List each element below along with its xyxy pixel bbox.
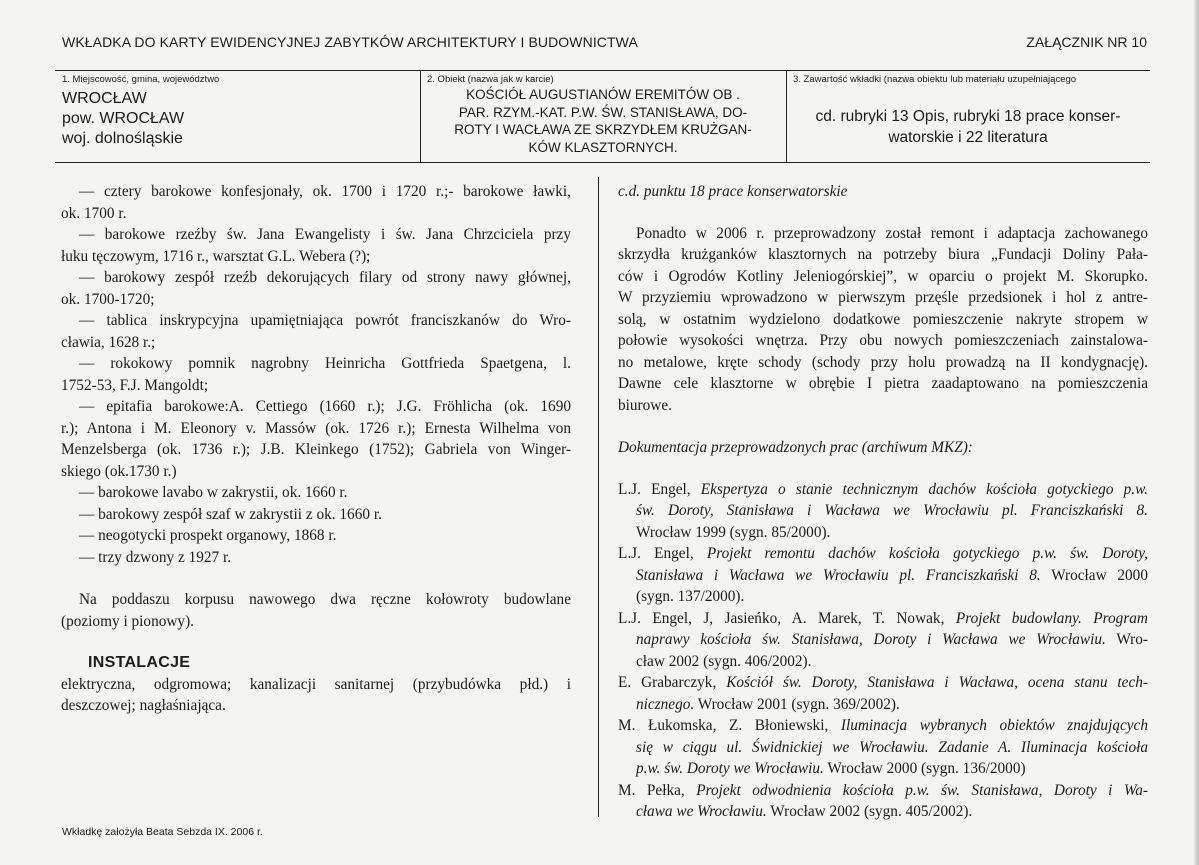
section-heading: c.d. punktu 18 prace konserwatorskie bbox=[618, 183, 848, 200]
column-divider bbox=[598, 177, 599, 817]
installations-text: elektryczna, odgromowa; kanalizacji sanitarnej (przybudówka płd.) i bbox=[61, 675, 571, 693]
documentation-heading: Dokumentacja przeprowadzonych prac (archiwum MKZ): bbox=[618, 439, 973, 456]
paragraph-line: Dawne cele klasztorne w obrębie I pietra zaadaptowano na pomieszczenia bbox=[618, 375, 1148, 392]
location-county: pow. WROCŁAW bbox=[62, 110, 185, 127]
object-line: PAR. RZYM.-KAT. P.W. ŚW. STANISŁAWA, DO- bbox=[458, 104, 748, 120]
text-line: — barokowe rzeźby św. Jana Ewangelisty i św. Jana Chrzciciela przy bbox=[79, 226, 571, 243]
text-line: — barokowy zespół szaf w zakrystii z ok. 1660 r. bbox=[79, 505, 382, 523]
reference-entry: L.J. Engel, J, Jasieńko, A. Marek, T. Nowak, Projekt budowlany. Program naprawy kościoła św. Stanisława, Doroty i Wacława we Wrocławiu. Wro- cław 2002 (sygn. 406/2002). bbox=[618, 609, 1148, 670]
paragraph-line: skrzydła krużganków klasztornych na potrzeby biura „Fundacji Doliny Pała- bbox=[618, 246, 1148, 263]
footer-note: Wkładkę założyła Beata Sebzda IX. 2006 r. bbox=[62, 826, 263, 838]
paragraph-line: solą, w ostatnim wydzielono dodatkowe pomieszczenie nakryte stropem w bbox=[618, 310, 1148, 328]
reference-entry: E. Grabarczyk, Kościół św. Doroty, Stanisława i Wacława, ocena stanu tech- nicznego. Wrocław 2001 (sygn. 369/2002). bbox=[618, 674, 1148, 713]
reference-entry: L.J. Engel, Ekspertyza o stanie technicznym dachów kościoła gotyckiego p.w. św. Doroty, Stanisława i Wacława we Wrocławiu pl. Franciszkański 8. Wrocław 1999 (sygn. 85/2000). bbox=[618, 480, 1148, 541]
text-line: — trzy dzwony z 1927 r. bbox=[79, 548, 232, 566]
text-line: — rokokowy pomnik nagrobny Heinricha Gottfrieda Spaetgena, l. bbox=[79, 355, 571, 372]
content-line: cd. rubryki 13 Opis, rubryki 18 prace konser- bbox=[815, 108, 1121, 125]
header-top-rule bbox=[55, 70, 1150, 71]
text-line: skiego (ok.1730 r.) bbox=[61, 462, 177, 480]
text-line: — tablica inskrypcyjna upamiętniająca powrót franciszkanów do Wro- bbox=[79, 312, 571, 329]
location-city: WROCŁAW bbox=[62, 90, 147, 107]
scan-edge bbox=[1194, 0, 1199, 865]
object-line: ROTY I WACŁAWA ZE SKRZYDŁEM KRUŻGAN- bbox=[454, 122, 752, 137]
reference-entry: M. Łukomska, Z. Błoniewski, Iluminacja wybranych obiektów znajdujących się w ciągu ul. Świdnickiej we Wrocławiu. Zadanie A. Iluminacja kościoła p.w. św. Doroty we Wrocławiu. Wrocław 2000 (sygn. 136/2000) bbox=[618, 717, 1148, 777]
text-line: ok. 1700-1720; bbox=[61, 290, 155, 308]
cell-divider-1 bbox=[420, 70, 421, 162]
left-column bbox=[61, 181, 571, 717]
paragraph-line: biurowe. bbox=[618, 396, 672, 414]
attachment-number: ZAŁĄCZNIK NR 10 bbox=[1026, 34, 1147, 50]
attic-text: Na poddaszu korpusu nawowego dwa ręczne kołowroty budowlane bbox=[79, 591, 571, 608]
paragraph-line: Ponadto w 2006 r. przeprowadzony został remont i adaptacja zachowanego bbox=[636, 224, 1148, 242]
text-line: — neogotycki prospekt organowy, 1868 r. bbox=[79, 527, 337, 544]
paragraph-line: ców i Ogrodów Kotliny Jeleniogórskiej”, w oparciu o projekt M. Skorupko. bbox=[618, 267, 1148, 285]
text-line: — barokowe lavabo w zakrystii, ok. 1660 r. bbox=[79, 484, 348, 501]
content-line: watorskie i 22 literatura bbox=[888, 129, 1048, 146]
object-caption: 2. Obiekt (nazwa jak w karcie) bbox=[427, 74, 554, 85]
paragraph-line: W przyziemiu wprowadzono w pierwszym przęśle przedsionek i hol z antre- bbox=[618, 289, 1148, 306]
text-line: — epitafia barokowe:A. Cettiego (1660 r.); J.G. Fröhlicha (ok. 1690 bbox=[79, 398, 571, 415]
text-line: — cztery barokowe konfesjonały, ok. 1700 i 1720 r.;- barokowe ławki, bbox=[79, 183, 571, 200]
installations-heading: INSTALACJE bbox=[88, 654, 191, 671]
text-line: r.); Antona i M. Eleonory v. Massów (ok. 1726 r.); Ernesta Wilhelma von bbox=[61, 419, 571, 437]
form-title: WKŁADKA DO KARTY EWIDENCYJNEJ ZABYTKÓW ARCHITEKTURY I BUDOWNICTWA bbox=[62, 34, 638, 50]
paragraph-line: połowie wysokości wnętrza. Przy obu nowych pomieszczeniach zainstalowa- bbox=[618, 332, 1148, 349]
location-caption: 1. Miejscowość, gmina, województwo bbox=[62, 74, 220, 85]
object-line: KOŚCIÓŁ AUGUSTIANÓW EREMITÓW OB . bbox=[466, 87, 740, 102]
paragraph-line: no metalowe, kręte schody (schody przy holu prowadzą na II kondygnację). bbox=[618, 353, 1148, 371]
text-line: cławia, 1628 r.; bbox=[61, 333, 156, 351]
text-line: ok. 1700 r. bbox=[61, 204, 127, 222]
location-voivodeship: woj. dolnośląskie bbox=[62, 130, 183, 147]
header-bottom-rule bbox=[55, 162, 1150, 163]
object-line: KÓW KLASZTORNYCH. bbox=[528, 139, 678, 155]
text-line: 1752-53, F.J. Mangoldt; bbox=[61, 376, 209, 394]
installations-text: deszczowej; nagłaśniająca. bbox=[61, 697, 226, 714]
reference-entry: M. Pełka, Projekt odwodnienia kościoła p.w. św. Stanisława, Doroty i Wa- cława we Wrocławiu. Wrocław 2002 (sygn. 405/2002). bbox=[618, 781, 1149, 820]
location-cell bbox=[62, 89, 184, 149]
content-cell bbox=[788, 106, 1148, 148]
object-cell bbox=[422, 86, 784, 156]
attic-text: (poziomy i pionowy). bbox=[61, 612, 194, 630]
cell-divider-2 bbox=[786, 70, 787, 162]
text-line: Menzelsberga (ok. 1736 r.); J.B. Kleinkego (1752); Gabriela von Winger- bbox=[61, 441, 571, 458]
right-column bbox=[618, 181, 1148, 823]
text-line: łuku tęczowym, 1716 r., warsztat G.L. Webera (?); bbox=[61, 247, 371, 265]
text-line: — barokowy zespół rzeźb dekorujących filary od strony nawy głównej, bbox=[79, 269, 571, 286]
content-caption: 3. Zawartość wkładki (nazwa obiektu lub materiału uzupełniającego bbox=[793, 74, 1077, 85]
reference-entry: L.J. Engel, Projekt remontu dachów kościoła gotyckiego p.w. św. Doroty, Stanisława i Wacława we Wrocławiu pl. Franciszkański 8. Wrocław 2000 (sygn. 137/2000). bbox=[618, 545, 1148, 605]
